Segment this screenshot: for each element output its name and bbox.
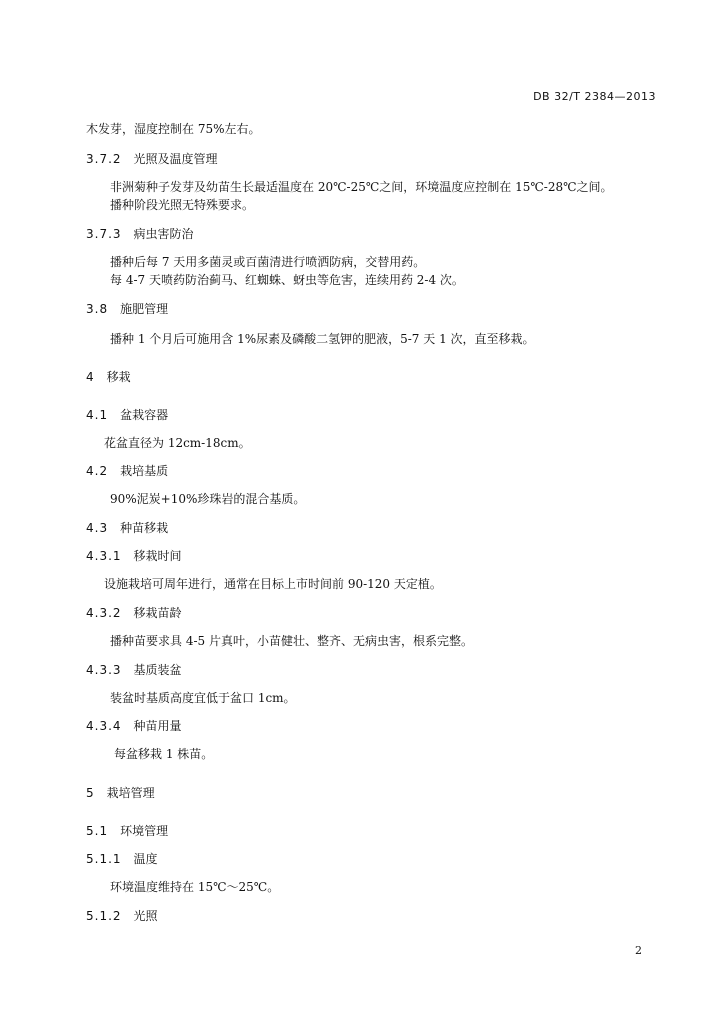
section-title: 光照	[133, 909, 158, 923]
section-number: 5	[86, 786, 95, 800]
section-title: 栽培管理	[106, 786, 155, 800]
section-heading-5	[86, 784, 155, 801]
text-line: 播种苗要求具 4-5 片真叶，小苗健壮、整齐、无病虫害，根系完整。	[110, 634, 473, 648]
section-heading-4-3	[86, 519, 168, 536]
text-line: 非洲菊种子发芽及幼苗生长最适温度在 20℃-25℃之间，环境温度应控制在 15℃-28℃之间。	[110, 180, 613, 194]
text-line: 播种 1 个月后可施用含 1%尿素及磷酸二氢钾的肥液，5-7 天 1 次，直至移栽。	[110, 332, 535, 346]
section-title: 盆栽容器	[120, 408, 169, 422]
section-title: 温度	[133, 852, 158, 866]
section-title: 种苗用量	[133, 719, 182, 733]
section-heading-4-1	[86, 406, 168, 423]
text-line: 设施栽培可周年进行，通常在目标上市时间前 90-120 天定植。	[104, 577, 442, 591]
section-title: 移栽时间	[133, 549, 182, 563]
text-line: 花盆直径为 12cm-18cm。	[104, 436, 251, 450]
text-line: 每 4-7 天喷药防治蓟马、红蜘蛛、蚜虫等危害，连续用药 2-4 次。	[110, 273, 464, 287]
section-heading-4-3-2	[86, 604, 182, 621]
section-number: 5.1.1	[86, 852, 122, 866]
section-heading-4-3-4	[86, 717, 182, 734]
text-line: 每盆移栽 1 株苗。	[114, 747, 214, 761]
section-number: 4.3	[86, 521, 109, 535]
section-title: 病虫害防治	[133, 227, 194, 241]
section-heading-4-3-1	[86, 547, 182, 564]
section-heading-5-1	[86, 822, 168, 839]
section-number: 3.7.3	[86, 227, 122, 241]
text-line: 装盆时基质高度宜低于盆口 1cm。	[110, 691, 296, 705]
section-title: 基质装盆	[133, 663, 182, 677]
section-number: 5.1	[86, 824, 109, 838]
section-number: 4.3.3	[86, 663, 122, 677]
section-heading-5-1-1	[86, 850, 158, 867]
section-title: 移栽苗龄	[133, 606, 182, 620]
section-title: 环境管理	[120, 824, 169, 838]
section-number: 5.1.2	[86, 909, 122, 923]
section-title: 栽培基质	[120, 464, 169, 478]
section-heading-3-7-2	[86, 150, 218, 167]
text-line: 播种阶段光照无特殊要求。	[110, 198, 255, 212]
text-line: 90%泥炭+10%珍珠岩的混合基质。	[110, 492, 306, 506]
section-heading-3-8	[86, 300, 168, 317]
section-title: 移栽	[106, 370, 131, 384]
section-number: 4	[86, 370, 95, 384]
section-number: 4.2	[86, 464, 109, 478]
section-number: 4.3.1	[86, 549, 122, 563]
section-heading-5-1-2	[86, 907, 158, 924]
section-heading-4	[86, 368, 131, 385]
document-code: DB 32/T 2384—2013	[533, 90, 656, 103]
page-number: 2	[635, 944, 642, 957]
section-number: 4.1	[86, 408, 109, 422]
section-number: 3.7.2	[86, 152, 122, 166]
section-heading-4-2	[86, 462, 168, 479]
section-heading-4-3-3	[86, 661, 182, 678]
section-title: 施肥管理	[120, 302, 169, 316]
text-line: 木发芽，湿度控制在 75%左右。	[86, 122, 261, 136]
text-line: 播种后每 7 天用多菌灵或百菌清进行喷洒防病，交替用药。	[110, 255, 426, 269]
section-title: 光照及温度管理	[133, 152, 218, 166]
section-number: 4.3.4	[86, 719, 122, 733]
section-title: 种苗移栽	[120, 521, 169, 535]
section-heading-3-7-3	[86, 225, 194, 242]
text-line: 环境温度维持在 15℃～25℃。	[110, 880, 280, 894]
section-number: 3.8	[86, 302, 109, 316]
section-number: 4.3.2	[86, 606, 122, 620]
